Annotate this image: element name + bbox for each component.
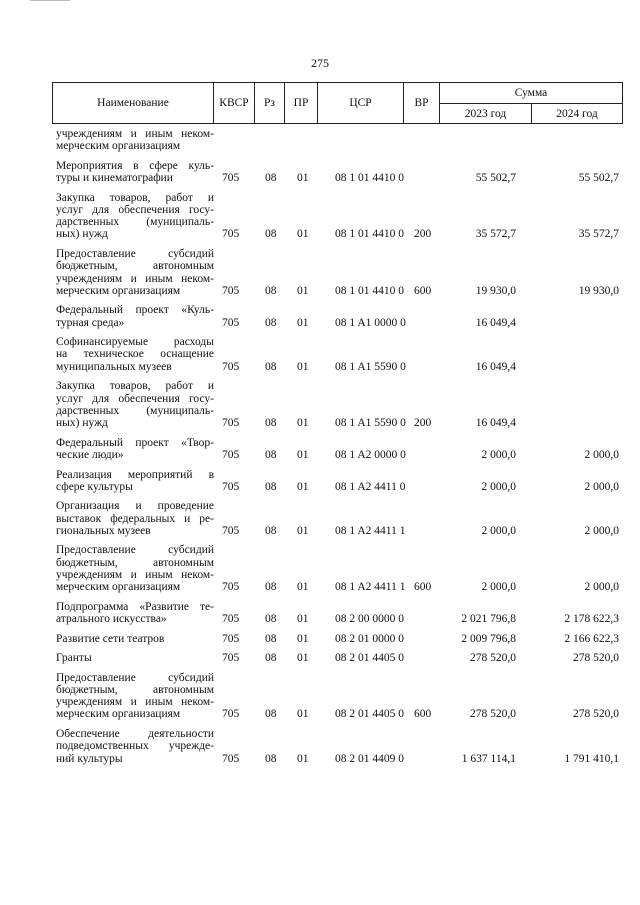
row-csr: 08 2 01 4409 0	[335, 752, 404, 765]
row-name-line: дарственных (муниципаль-	[56, 404, 214, 417]
header-vr: ВР	[403, 82, 440, 124]
table-row	[52, 672, 623, 721]
row-name-line: Предоставление субсидий	[56, 544, 214, 557]
row-name	[56, 128, 214, 153]
table-row	[52, 469, 623, 494]
table-row	[52, 500, 623, 537]
row-name-line: бюджетным, автономным	[56, 556, 214, 569]
row-name-line: Предоставление субсидий	[56, 671, 214, 684]
row-pr: 01	[297, 752, 309, 765]
row-name-line: Развитие сети театров	[56, 632, 165, 645]
row-csr: 08 1 01 4410 0	[335, 172, 404, 185]
row-sum-2023: 55 502,7	[475, 172, 516, 185]
header-summa: Сумма	[439, 82, 623, 104]
row-name-line: ных) нужд	[56, 228, 108, 241]
row-kvsr: 705	[222, 752, 240, 765]
row-rz: 08	[265, 524, 277, 537]
row-name-line: турная среда»	[56, 316, 125, 329]
row-sum-2023: 278 520,0	[470, 652, 516, 665]
row-name	[56, 192, 214, 241]
row-name-line: Гранты	[56, 652, 92, 665]
row-sum-2024: 278 520,0	[573, 708, 619, 721]
row-csr: 08 1 A1 5590 0	[335, 417, 406, 430]
table-header	[52, 82, 623, 124]
row-rz: 08	[265, 172, 277, 185]
row-name-line: сфере культуры	[56, 480, 133, 493]
row-vr: 600	[414, 284, 432, 297]
row-pr: 01	[297, 284, 309, 297]
row-name-line: ний культуры	[56, 752, 123, 765]
row-sum-2023: 2 000,0	[481, 524, 516, 537]
row-kvsr: 705	[222, 480, 240, 493]
row-sum-2024: 278 520,0	[573, 652, 619, 665]
table-row	[52, 437, 623, 462]
row-sum-2023: 2 000,0	[481, 581, 516, 594]
table-row	[52, 128, 623, 153]
row-sum-2023: 2 000,0	[481, 480, 516, 493]
row-name-line: бюджетным, автономным	[56, 683, 214, 696]
row-csr: 08 1 A2 4411 1	[335, 581, 406, 594]
row-name-line: Мероприятия в сфере куль-	[56, 159, 214, 172]
row-pr: 01	[297, 480, 309, 493]
row-pr: 01	[297, 524, 309, 537]
row-rz: 08	[265, 632, 277, 645]
row-rz: 08	[265, 417, 277, 430]
header-2024: 2024 год	[531, 103, 623, 124]
row-vr: 600	[414, 708, 432, 721]
row-sum-2024: 2 000,0	[584, 524, 619, 537]
row-kvsr: 705	[222, 524, 240, 537]
row-sum-2024: 1 791 410,1	[564, 752, 619, 765]
row-name-line: Реализация мероприятий в	[56, 468, 214, 481]
row-rz: 08	[265, 652, 277, 665]
row-csr: 08 2 01 0000 0	[335, 632, 404, 645]
header-kvsr: КВСР	[213, 82, 255, 124]
row-csr: 08 1 A2 4411 0	[335, 480, 406, 493]
table-row	[52, 633, 623, 645]
row-name-line: Федеральный проект «Твор-	[56, 436, 214, 449]
row-name-line: учреждениям и иным неком-	[56, 568, 214, 581]
row-name-line: мерческим организациям	[56, 581, 181, 594]
table-row	[52, 192, 623, 241]
row-rz: 08	[265, 360, 277, 373]
row-sum-2023: 2 021 796,8	[461, 613, 516, 626]
row-name-line: на техническое оснащение	[56, 348, 214, 361]
scan-artifact	[30, 0, 70, 4]
table-row	[52, 248, 623, 297]
row-kvsr: 705	[222, 581, 240, 594]
row-vr: 600	[414, 581, 432, 594]
row-name	[56, 544, 214, 593]
row-name-line: Закупка товаров, работ и	[56, 191, 214, 204]
row-name-line: подведомственных учрежде-	[56, 740, 214, 753]
row-name	[56, 380, 214, 429]
row-rz: 08	[265, 316, 277, 329]
table-row	[52, 601, 623, 626]
header-pr: ПР	[284, 82, 318, 124]
row-name-line: муниципальных музеев	[56, 360, 172, 373]
row-name	[56, 469, 214, 494]
row-kvsr: 705	[222, 417, 240, 430]
row-csr: 08 2 01 4405 0	[335, 708, 404, 721]
row-name-line: туры и кинематографии	[56, 172, 173, 185]
row-pr: 01	[297, 708, 309, 721]
row-pr: 01	[297, 417, 309, 430]
row-name-line: услуг для обеспечения госу-	[56, 203, 214, 216]
row-pr: 01	[297, 172, 309, 185]
table-row	[52, 160, 623, 185]
row-sum-2023: 16 049,4	[475, 360, 516, 373]
row-csr: 08 1 01 4410 0	[335, 228, 404, 241]
row-csr: 08 2 01 4405 0	[335, 652, 404, 665]
table-row	[52, 336, 623, 373]
row-sum-2023: 16 049,4	[475, 417, 516, 430]
row-sum-2023: 19 930,0	[475, 284, 516, 297]
header-csr: ЦСР	[317, 82, 404, 124]
row-name	[56, 336, 214, 373]
row-csr: 08 1 A2 0000 0	[335, 448, 406, 461]
table-row	[52, 304, 623, 329]
row-rz: 08	[265, 752, 277, 765]
header-name: Наименование	[52, 82, 214, 124]
row-name	[56, 652, 214, 664]
row-name-line: учреждениям и иным неком-	[56, 128, 214, 140]
row-rz: 08	[265, 708, 277, 721]
row-name-line: учреждениям и иным неком-	[56, 696, 214, 709]
row-sum-2023: 2 009 796,8	[461, 632, 516, 645]
row-name-line: дарственных (муниципаль-	[56, 216, 214, 229]
row-sum-2024: 2 000,0	[584, 480, 619, 493]
row-name	[56, 672, 214, 721]
row-csr: 08 1 A1 0000 0	[335, 316, 406, 329]
table-row	[52, 544, 623, 593]
row-sum-2024: 35 572,7	[578, 228, 619, 241]
row-rz: 08	[265, 480, 277, 493]
header-2023: 2023 год	[439, 103, 532, 124]
row-kvsr: 705	[222, 613, 240, 626]
row-name	[56, 160, 214, 185]
row-sum-2023: 16 049,4	[475, 316, 516, 329]
row-name-line: Федеральный проект «Куль-	[56, 304, 214, 317]
row-name-line: гиональных музеев	[56, 524, 151, 537]
row-kvsr: 705	[222, 228, 240, 241]
row-kvsr: 705	[222, 360, 240, 373]
row-kvsr: 705	[222, 284, 240, 297]
row-name-line: учреждениям и иным неком-	[56, 272, 214, 285]
row-sum-2023: 1 637 114,1	[461, 752, 516, 765]
row-sum-2024: 2 000,0	[584, 581, 619, 594]
row-name	[56, 304, 214, 329]
row-rz: 08	[265, 228, 277, 241]
row-pr: 01	[297, 360, 309, 373]
row-sum-2024: 2 178 622,3	[564, 613, 619, 626]
row-pr: 01	[297, 228, 309, 241]
row-sum-2023: 2 000,0	[481, 448, 516, 461]
row-name-line: бюджетным, автономным	[56, 260, 214, 273]
row-pr: 01	[297, 613, 309, 626]
row-name-line: Предоставление субсидий	[56, 248, 214, 260]
row-rz: 08	[265, 613, 277, 626]
row-pr: 01	[297, 581, 309, 594]
row-kvsr: 705	[222, 632, 240, 645]
row-name	[56, 500, 214, 537]
row-kvsr: 705	[222, 708, 240, 721]
row-sum-2024: 2 000,0	[584, 448, 619, 461]
row-sum-2024: 19 930,0	[578, 284, 619, 297]
row-pr: 01	[297, 652, 309, 665]
table-row	[52, 380, 623, 429]
row-rz: 08	[265, 581, 277, 594]
row-name-line: атрального искусства»	[56, 613, 167, 626]
row-name-line: мерческим организациям	[56, 284, 181, 297]
row-name-line: ных) нужд	[56, 417, 108, 430]
row-name-line: мерческим организациям	[56, 140, 181, 153]
row-name-line: выставок федеральных и ре-	[56, 512, 214, 525]
row-name-line: Софинансируемые расходы	[56, 336, 214, 349]
row-vr: 200	[414, 228, 432, 241]
row-kvsr: 705	[222, 448, 240, 461]
row-name	[56, 248, 214, 297]
row-csr: 08 1 01 4410 0	[335, 284, 404, 297]
row-pr: 01	[297, 448, 309, 461]
row-name	[56, 728, 214, 765]
row-pr: 01	[297, 316, 309, 329]
row-name-line: услуг для обеспечения госу-	[56, 392, 214, 405]
row-sum-2024: 2 166 622,3	[564, 632, 619, 645]
row-rz: 08	[265, 448, 277, 461]
row-name-line: Подпрограмма «Развитие те-	[56, 600, 214, 613]
row-sum-2024: 55 502,7	[578, 172, 619, 185]
page-number: 275	[311, 56, 329, 70]
row-name-line: Закупка товаров, работ и	[56, 380, 214, 393]
row-csr: 08 1 A2 4411 1	[335, 524, 406, 537]
row-vr: 200	[414, 417, 432, 430]
row-kvsr: 705	[222, 652, 240, 665]
row-sum-2023: 278 520,0	[470, 708, 516, 721]
row-name	[56, 633, 214, 645]
row-name-line: ческие люди»	[56, 448, 124, 461]
header-rz: Рз	[254, 82, 285, 124]
row-csr: 08 1 A1 5590 0	[335, 360, 406, 373]
row-rz: 08	[265, 284, 277, 297]
row-kvsr: 705	[222, 172, 240, 185]
row-sum-2023: 35 572,7	[475, 228, 516, 241]
row-csr: 08 2 00 0000 0	[335, 613, 404, 626]
row-name-line: Организация и проведение	[56, 500, 214, 513]
table-row	[52, 728, 623, 765]
row-name	[56, 601, 214, 626]
table-row	[52, 652, 623, 664]
row-name	[56, 437, 214, 462]
row-name-line: Обеспечение деятельности	[56, 728, 214, 740]
row-kvsr: 705	[222, 316, 240, 329]
row-pr: 01	[297, 632, 309, 645]
row-name-line: мерческим организациям	[56, 708, 181, 721]
